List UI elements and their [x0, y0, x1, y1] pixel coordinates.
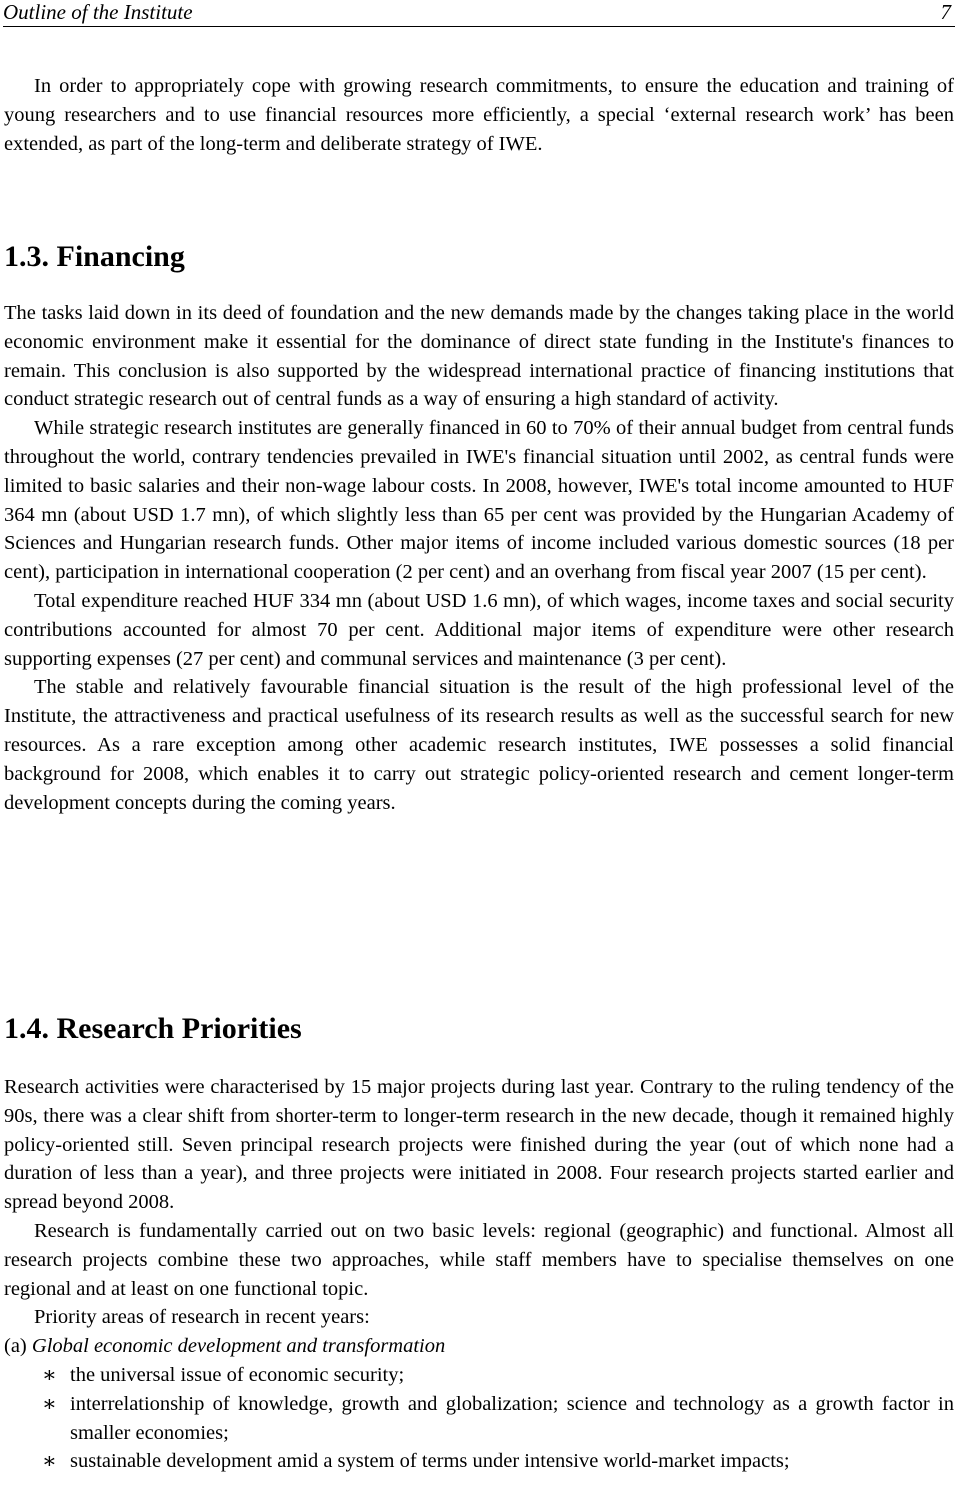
- financing-paragraph-1: The tasks laid down in its deed of foundation and the new demands made by the changes taking place in the world economic environment make it essential for the dominance of direct state funding in the Institute's finances to remain. This conclusion is also supported by the widespread international practice of financing institutions that conduct strategic research out of central funds as a way of ensuring a high standard of activity.: [4, 302, 954, 411]
- asterisk-bullet-icon: ∗: [42, 1390, 57, 1416]
- priorities-heading: 1.4. Research Priorities: [4, 1012, 302, 1045]
- running-title: Outline of the Institute: [3, 0, 193, 24]
- priorities-paragraph-2: Research is fundamentally carried out on two basic levels: regional (geographic) and functional. Almost all research projects combine these two approaches, while staff members have to specialise themselves on one regional and at least on one functional topic.: [4, 1219, 954, 1300]
- asterisk-bullet-icon: ∗: [42, 1361, 57, 1387]
- bullet-text: interrelationship of knowledge, growth and globalization; science and technology as a growth factor in smaller economies;: [70, 1392, 954, 1444]
- priorities-section: [4, 1012, 954, 1046]
- bullet-text: the universal issue of economic security;: [70, 1363, 405, 1386]
- financing-section: [4, 240, 954, 274]
- list-item: [4, 1361, 954, 1390]
- list-item: [4, 1390, 954, 1448]
- page-header: [3, 0, 955, 27]
- priority-bullet-list: [4, 1361, 954, 1476]
- priority-area-topic: Global economic development and transformation: [31, 1335, 446, 1358]
- bullet-text: sustainable development amid a system of terms under intensive world-market impacts;: [70, 1450, 790, 1473]
- intro-paragraph: In order to appropriately cope with growing research commitments, to ensure the education and training of young researchers and to use financial resources more efficiently, a special ‘external research work’ has been extended, as part of the long-term and deliberate strategy of IWE.: [4, 75, 954, 155]
- priority-area-label: (a): [4, 1335, 27, 1358]
- asterisk-bullet-icon: ∗: [42, 1448, 57, 1474]
- list-item: [4, 1447, 954, 1476]
- financing-heading: 1.3. Financing: [4, 240, 185, 273]
- intro-block: [4, 72, 954, 158]
- priorities-paragraph-3: Priority areas of research in recent years:: [34, 1306, 370, 1329]
- page-number: 7: [940, 0, 951, 24]
- financing-paragraph-2: While strategic research institutes are generally financed in 60 to 70% of their annual budget from central funds throughout the world, contrary tendencies prevailed in IWE's financial situation until 2002, as central funds were limited to basic salaries and their non-wage labour costs. In 2008, however, IWE's total income amounted to HUF 364 mn (about USD 1.7 mn), of which slightly less than 65 per cent was provided by the Hungarian Academy of Sciences and Hungarian research funds. Other major items of income included various domestic sources (18 per cent), participation in international cooperation (2 per cent) and an overhang from fiscal year 2007 (15 per cent).: [4, 417, 954, 584]
- priorities-body: [4, 1073, 954, 1476]
- financing-body: [4, 299, 954, 817]
- priorities-paragraph-1: Research activities were characterised by 15 major projects during last year. Contrary to the ruling tendency of the 90s, there was a clear shift from shorter-term to longer-term research in the new decade, though it remained highly policy-oriented still. Seven principal research projects were finished during the year (out of which none had a duration of less than a year), and three projects were initiated in 2008. Four research projects started earlier and spread beyond 2008.: [4, 1076, 954, 1214]
- financing-paragraph-3: Total expenditure reached HUF 334 mn (about USD 1.6 mn), of which wages, income taxes and social security contributions accounted for almost 70 per cent. Additional major items of expenditure were other research supporting expenses (27 per cent) and communal services and maintenance (3 per cent).: [4, 589, 954, 670]
- priority-area-a: [4, 1332, 954, 1361]
- financing-paragraph-4: The stable and relatively favourable financial situation is the result of the high professional level of the Institute, the attractiveness and practical usefulness of its research results as well as the successful search for new resources. As a rare exception among other academic research institutes, IWE possesses a solid financial background for 2008, which enables it to carry out strategic policy-oriented research and cement longer-term development concepts during the coming years.: [4, 676, 954, 814]
